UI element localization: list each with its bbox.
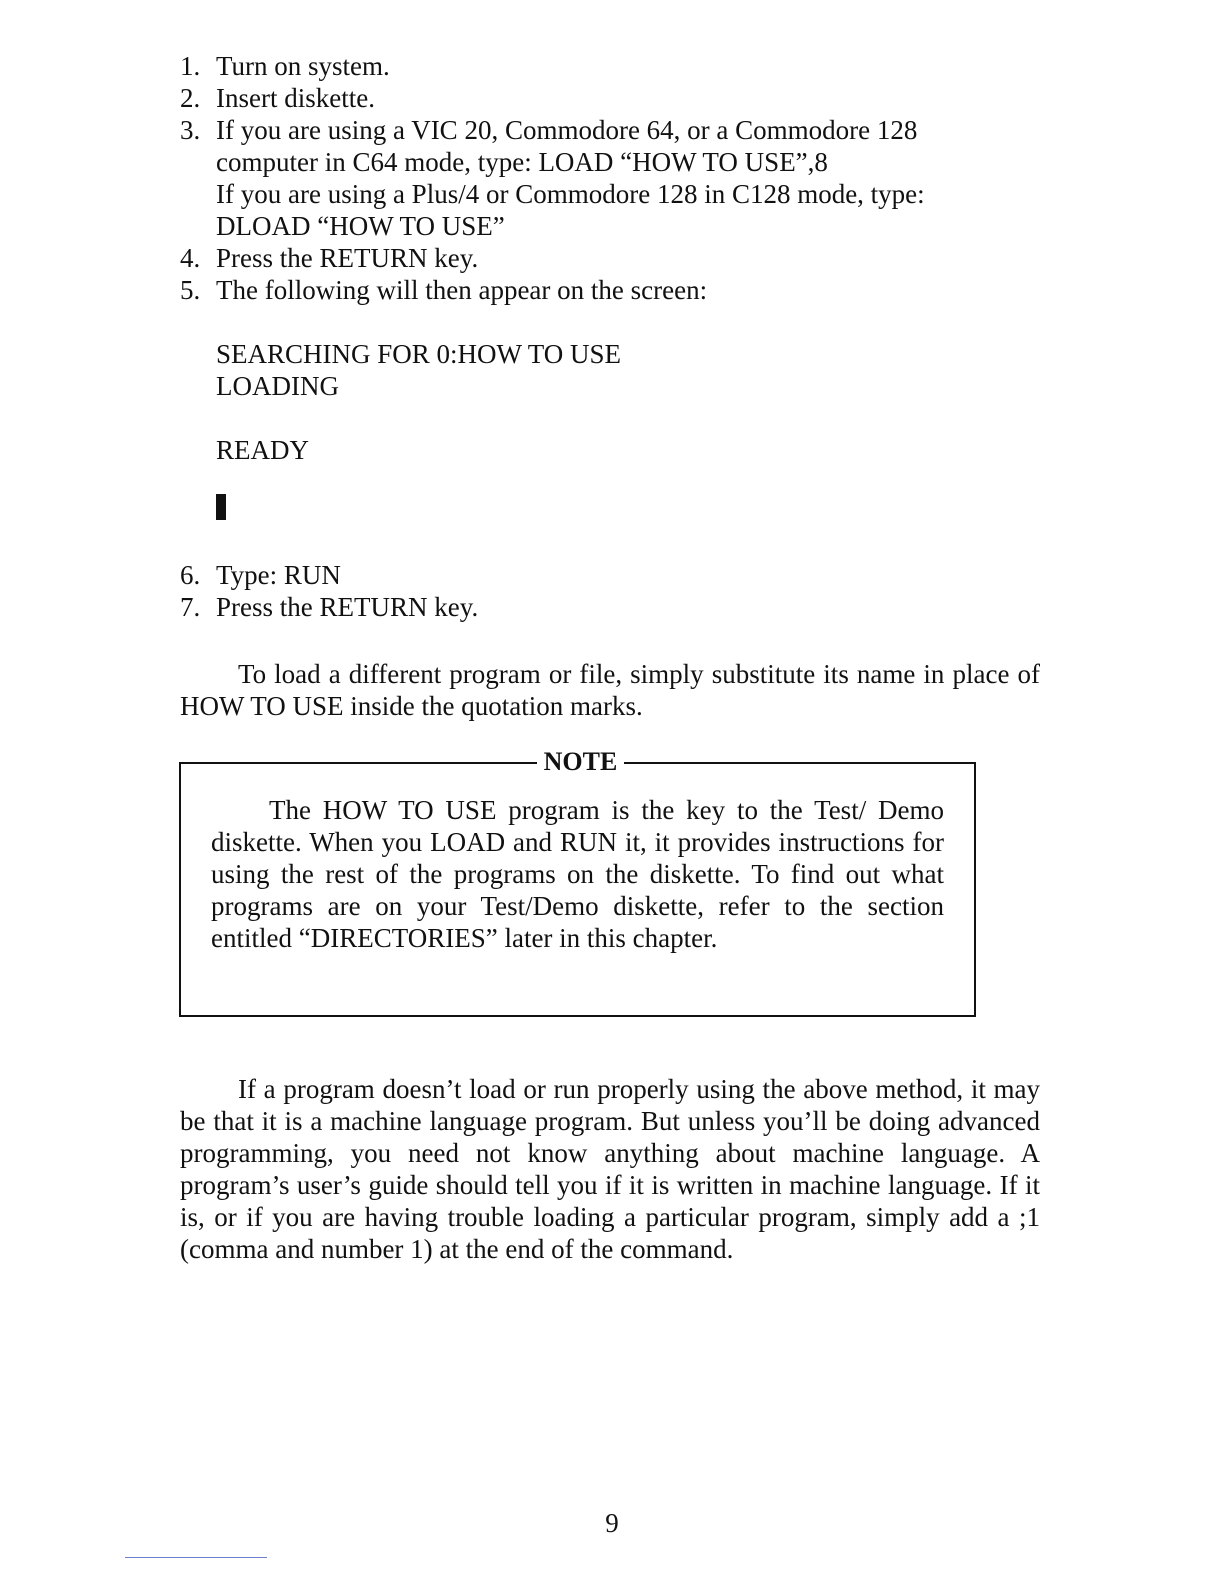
step-5 <box>180 274 1050 306</box>
step-3 <box>180 114 1050 242</box>
step-1 <box>180 50 1050 82</box>
screen-output <box>180 338 1050 527</box>
step-number: 4. <box>180 243 201 273</box>
step-text: Insert diskette. <box>216 83 375 113</box>
instruction-steps <box>180 50 1050 623</box>
step-number: 2. <box>180 83 201 113</box>
screen-gap <box>216 466 1050 484</box>
step-text: Press the RETURN key. <box>216 243 479 273</box>
step-number: 3. <box>180 115 201 145</box>
step-number: 7. <box>180 592 201 622</box>
footer-rule <box>125 1557 267 1558</box>
step-text-line: DLOAD “HOW TO USE” <box>216 211 505 241</box>
note-title: NOTE <box>543 747 618 776</box>
paragraph-substitute-name: To load a different program or file, simply substitute its name in place of HOW TO USE inside the quotation marks. <box>180 659 1040 721</box>
note-box <box>179 747 976 1017</box>
step-7 <box>180 591 1050 623</box>
screen-line-loading: LOADING <box>216 371 339 401</box>
step-number: 6. <box>180 560 201 590</box>
step-number: 1. <box>180 51 201 81</box>
step-number: 5. <box>180 275 201 305</box>
step-2 <box>180 82 1050 114</box>
screen-line-searching: SEARCHING FOR 0:HOW TO USE <box>216 339 622 369</box>
step-6 <box>180 559 1050 591</box>
paragraph-machine-language: If a program doesn’t load or run properly using the above method, it may be that it is a machine language program. But unless you’ll be doing advanced programming, you need not know anything about machine language. A program’s user’s guide should tell you if it is written in machine language. If it is, or if you are having trouble loading a particular program, simply add a ;1 (comma and number 1) at the end of the command. <box>180 1074 1040 1264</box>
step-4 <box>180 242 1050 274</box>
step-text: The following will then appear on the screen: <box>216 275 708 305</box>
step-text: Press the RETURN key. <box>216 592 479 622</box>
step-text-line: If you are using a Plus/4 or Commodore 128 in C128 mode, type: <box>216 179 925 209</box>
note-text: The HOW TO USE program is the key to the Test/ Demo diskette. When you LOAD and RUN it, it provides instructions for using the rest of the programs on the diskette. To find out what programs are on your Test/Demo diskette, refer to the section entitled “DIRECTORIES” later in this chapter. <box>211 795 944 953</box>
step-text: Turn on system. <box>216 51 390 81</box>
screen-line-ready: READY <box>216 435 309 465</box>
page-number: 9 <box>605 1508 619 1538</box>
screen-gap <box>216 402 1050 434</box>
cursor-block-icon <box>216 494 226 520</box>
step-text-line: If you are using a VIC 20, Commodore 64, or a Commodore 128 <box>216 115 918 145</box>
note-rule-left <box>181 762 537 764</box>
step-text: Type: RUN <box>216 560 341 590</box>
step-text-line: computer in C64 mode, type: LOAD “HOW TO USE”,8 <box>216 147 828 177</box>
note-rule-right <box>624 762 974 764</box>
